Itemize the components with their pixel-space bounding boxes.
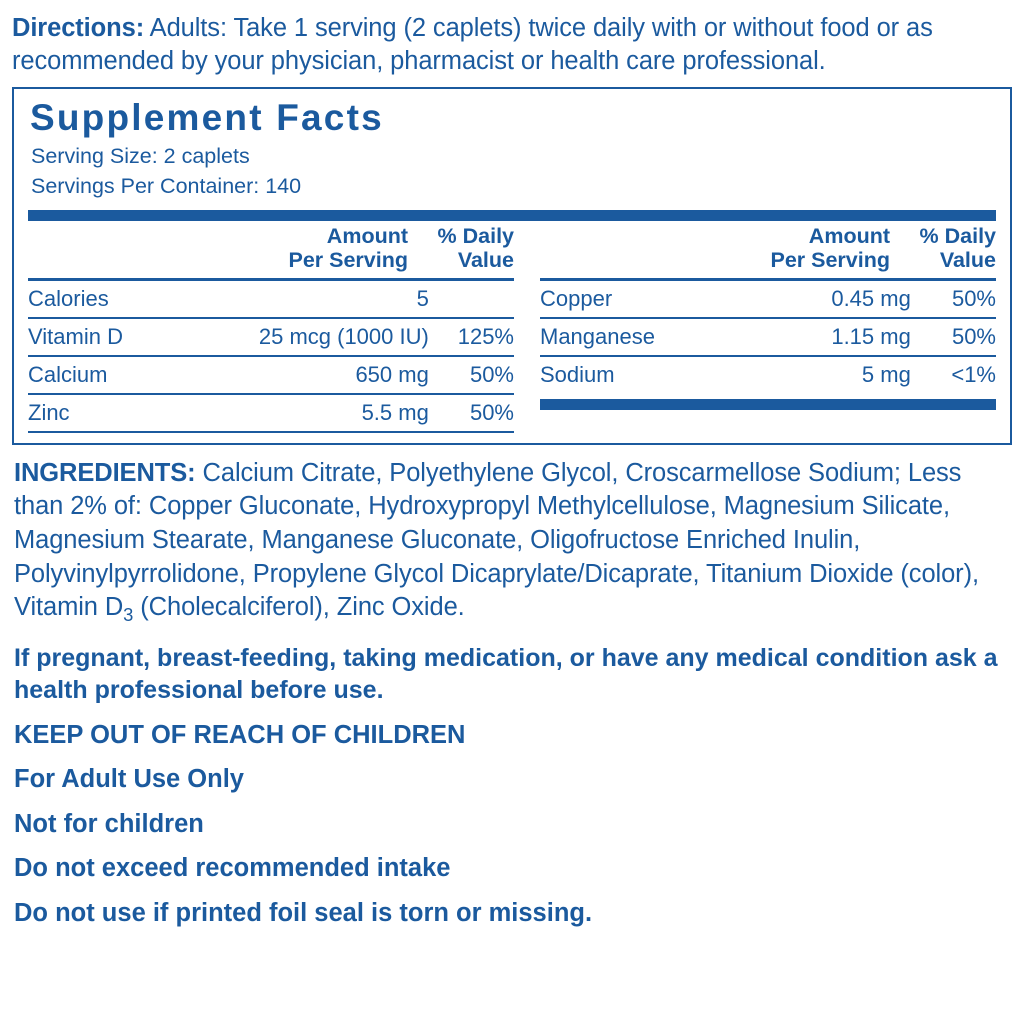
nutrient-name: Calories xyxy=(28,281,172,318)
supplement-facts-title: Supplement Facts xyxy=(30,97,384,139)
nutrition-table-right xyxy=(540,221,996,278)
header-dv-line2: Value xyxy=(457,247,514,272)
header-daily-value xyxy=(418,221,514,278)
table-row xyxy=(540,318,996,356)
notice-adult-use-only: For Adult Use Only xyxy=(14,765,244,794)
serving-size: Serving Size: 2 caplets xyxy=(31,144,250,169)
nutrient-amount: 650 mg xyxy=(172,356,429,394)
nutrient-name: Copper xyxy=(540,281,759,318)
ingredients-text-part2: (Cholecalciferol), Zinc Oxide. xyxy=(133,593,465,622)
header-dv-line1: % Daily xyxy=(437,223,514,248)
table-header-row xyxy=(540,221,996,278)
nutrient-amount: 1.15 mg xyxy=(759,318,911,356)
ingredients-paragraph xyxy=(14,457,1014,628)
table-row xyxy=(28,356,514,394)
nutrient-dv: <1% xyxy=(951,361,996,387)
directions-text: Adults: Take 1 serving (2 caplets) twice daily with or without food or as recommended by your physician, pharmacist or health care professional. xyxy=(12,14,933,75)
nutrient-amount: 5 mg xyxy=(861,361,911,387)
table-row xyxy=(28,318,514,356)
header-amount-line1: Amount xyxy=(808,223,890,248)
header-thick-rule xyxy=(28,210,996,221)
table-header-row xyxy=(28,221,514,278)
table-row xyxy=(28,394,514,432)
notice-keep-out-of-reach: KEEP OUT OF REACH OF CHILDREN xyxy=(14,720,466,749)
nutrition-column-left xyxy=(28,221,514,433)
notice-not-for-children: Not for children xyxy=(14,809,204,838)
footer-thick-rule-right xyxy=(540,399,996,410)
nutrient-amount: 0.45 mg xyxy=(759,281,911,318)
nutrient-amount: 5.5 mg xyxy=(172,394,429,432)
pregnancy-warning: If pregnant, breast-feeding, taking medication, or have any medical condition ask a health professional before use. xyxy=(14,643,998,704)
header-daily-value xyxy=(900,221,996,278)
nutrient-amount: 5 xyxy=(172,281,429,318)
nutrition-column-right xyxy=(540,221,996,433)
table-row xyxy=(28,281,514,318)
nutrient-dv: 50% xyxy=(429,356,514,394)
vitamin-d3-subscript: 3 xyxy=(123,604,134,626)
column-divider-gap xyxy=(514,221,540,433)
servings-per-container: Servings Per Container: 140 xyxy=(31,173,302,198)
header-amount-per-serving xyxy=(540,221,900,278)
table-row xyxy=(540,281,996,318)
nutrient-name: Zinc xyxy=(28,394,172,432)
nutrient-name: Sodium xyxy=(540,361,615,387)
nutrient-dv: 50% xyxy=(911,281,996,318)
nutrient-dv: 50% xyxy=(429,394,514,432)
supplement-facts-panel xyxy=(12,87,1012,444)
header-amount-per-serving xyxy=(28,221,418,278)
nutrition-rows-left xyxy=(28,281,514,433)
nutrition-columns xyxy=(28,221,996,433)
notice-foil-seal: Do not use if printed foil seal is torn or missing. xyxy=(14,899,593,928)
header-dv-line2: Value xyxy=(939,247,996,272)
nutrition-table-left xyxy=(28,221,514,278)
nutrient-name: Vitamin D xyxy=(28,318,172,356)
header-amount-line2: Per Serving xyxy=(288,247,408,272)
header-amount-line1: Amount xyxy=(326,223,408,248)
nutrient-dv: 125% xyxy=(429,318,514,356)
nutrient-name: Manganese xyxy=(540,318,759,356)
header-dv-line1: % Daily xyxy=(919,223,996,248)
ingredients-label: INGREDIENTS: xyxy=(14,458,196,487)
nutrition-rows-right xyxy=(540,281,996,393)
directions-paragraph xyxy=(12,12,1014,77)
nutrient-name: Calcium xyxy=(28,356,172,394)
nutrient-dv: 50% xyxy=(911,318,996,356)
nutrient-dv xyxy=(429,281,514,318)
nutrient-amount: 25 mcg (1000 IU) xyxy=(172,318,429,356)
directions-label: Directions: xyxy=(12,14,145,42)
header-amount-line2: Per Serving xyxy=(770,247,890,272)
table-row xyxy=(540,356,996,393)
notice-do-not-exceed: Do not exceed recommended intake xyxy=(14,854,451,883)
ingredients-text-part1: Calcium Citrate, Polyethylene Glycol, Croscarmellose Sodium; Less than 2% of: Copper Gluconate, Hydroxypropyl Methylcellulose, Magnesium Silicate, Magnesium Stearate, Manganese Gluconate, Oligofructose Enriched Inulin, Polyvinylpyrrolidone, Propylene Glycol Dicaprylate/Dicaprate, Titanium Dioxide (color), Vitamin D xyxy=(14,458,979,622)
